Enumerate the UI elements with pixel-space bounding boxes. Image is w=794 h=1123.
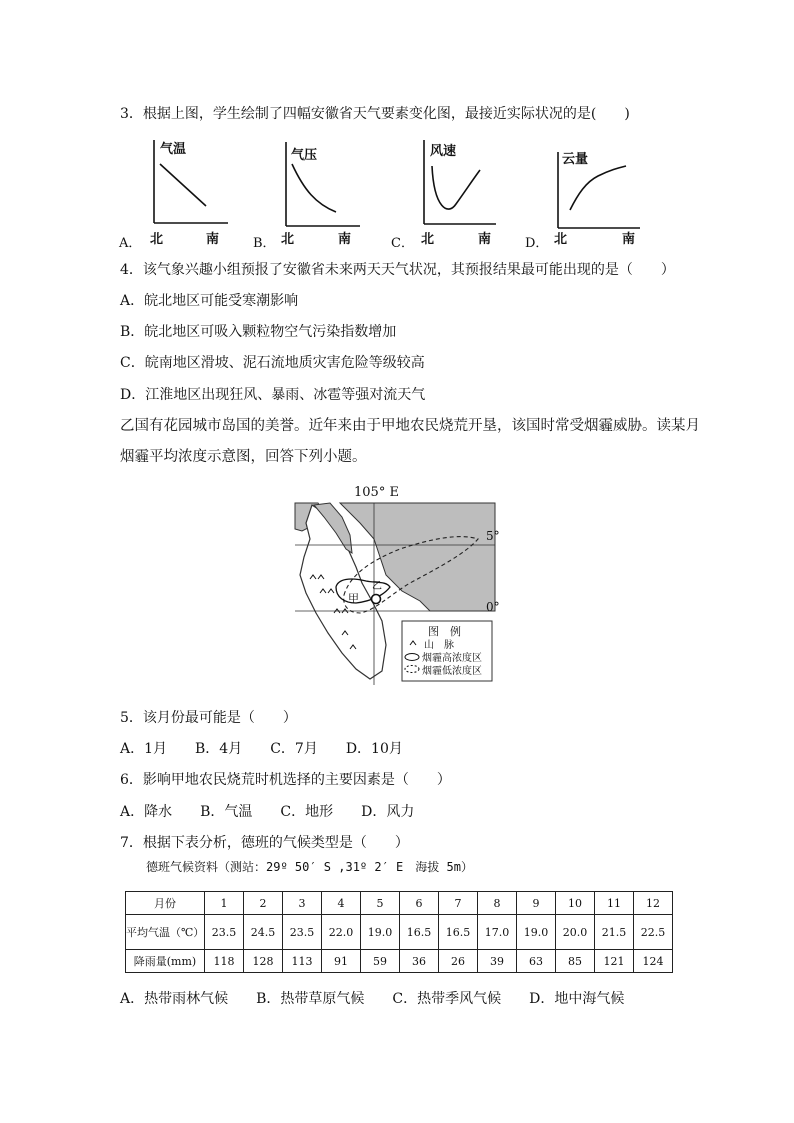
table-cell: 6 xyxy=(400,892,439,915)
table-row-month xyxy=(126,892,673,915)
graph-b-ylabel: 气压 xyxy=(291,148,318,163)
graph-a-letter: A． xyxy=(119,236,142,251)
table-header-label: 月份 xyxy=(126,892,205,915)
q4-option-b: B．皖北地区可吸入颗粒物空气污染指数增加 xyxy=(120,324,397,340)
map-lon-label: 105° E xyxy=(354,485,399,500)
table-row-temperature xyxy=(126,915,673,950)
map-yi-label: 乙 xyxy=(372,581,382,592)
map-jia-label: 甲 xyxy=(348,592,359,605)
passage-line-2: 烟霾平均浓度示意图，回答下列小题。 xyxy=(120,449,367,465)
legend-low: 烟霾低浓度区 xyxy=(422,666,482,677)
graph-b-letter: B． xyxy=(253,236,276,251)
table-row-rainfall xyxy=(126,950,673,973)
graph-d-north: 北 xyxy=(554,232,568,247)
q7-text: 7．根据下表分析，德班的气候类型是（ ） xyxy=(120,835,409,851)
table-cell: 22.5 xyxy=(634,915,673,950)
table-cell: 16.5 xyxy=(400,915,439,950)
haze-map xyxy=(290,483,500,688)
table-cell: 63 xyxy=(517,950,556,973)
graph-a-curve xyxy=(160,164,206,206)
q7-options: A．热带雨林气候 B．热带草原气候 C．热带季风气候 D．地中海气候 xyxy=(120,991,625,1007)
q4-option-d: D．江淮地区出现狂风、暴雨、冰雹等强对流天气 xyxy=(120,387,426,403)
table-cell: 91 xyxy=(322,950,361,973)
q5-options: A．1月 B．4月 C．7月 D．10月 xyxy=(120,741,403,757)
table-cell: 121 xyxy=(595,950,634,973)
table-cell: 9 xyxy=(517,892,556,915)
table-cell: 36 xyxy=(400,950,439,973)
graph-a-ylabel: 气温 xyxy=(160,142,187,157)
table-cell: 19.0 xyxy=(361,915,400,950)
q3-text: 3．根据上图，学生绘制了四幅安徽省天气要素变化图，最接近实际状况的是( ) xyxy=(120,106,630,122)
table-cell: 124 xyxy=(634,950,673,973)
table-cell: 59 xyxy=(361,950,400,973)
q4-text: 4．该气象兴趣小组预报了安徽省未来两天天气状况，其预报结果最可能出现的是（ ） xyxy=(120,262,675,278)
table-cell: 113 xyxy=(283,950,322,973)
table-cell: 39 xyxy=(478,950,517,973)
legend-high: 烟霾高浓度区 xyxy=(422,653,482,664)
map-lat5-label: 5° xyxy=(486,529,500,543)
q4-option-c: C．皖南地区滑坡、泥石流地质灾害危险等级较高 xyxy=(120,355,425,371)
table-temp-label: 平均气温（℃） xyxy=(126,915,205,950)
table-cell: 3 xyxy=(283,892,322,915)
graph-c-south: 南 xyxy=(478,232,492,247)
table-cell: 24.5 xyxy=(244,915,283,950)
q6-options: A．降水 B．气温 C．地形 D．风力 xyxy=(120,804,415,820)
graph-a-south: 南 xyxy=(206,232,220,247)
climate-table xyxy=(125,891,673,973)
legend-mountain: 山 脉 xyxy=(424,640,454,651)
graph-b-curve xyxy=(292,164,336,212)
map-lat0-label: 0° xyxy=(486,600,500,614)
graph-b xyxy=(282,140,362,230)
graph-b-north: 北 xyxy=(281,232,295,247)
graph-c-letter: C． xyxy=(391,236,414,251)
table-cell: 118 xyxy=(205,950,244,973)
singapore-marker xyxy=(372,595,381,604)
table-cell: 21.5 xyxy=(595,915,634,950)
table-cell: 8 xyxy=(478,892,517,915)
graph-a-north: 北 xyxy=(150,232,164,247)
graph-c-ylabel: 风速 xyxy=(430,144,457,159)
table-cell: 23.5 xyxy=(283,915,322,950)
graph-d-letter: D． xyxy=(525,236,549,251)
table-cell: 16.5 xyxy=(439,915,478,950)
table-rain-label: 降雨量(mm) xyxy=(126,950,205,973)
graph-c xyxy=(420,138,500,228)
graph-d-curve xyxy=(570,166,626,210)
table-cell: 5 xyxy=(361,892,400,915)
q4-option-a: A．皖北地区可能受寒潮影响 xyxy=(120,293,299,309)
q6-text: 6．影响甲地农民烧荒时机选择的主要因素是（ ） xyxy=(120,772,451,788)
legend-title: 图 例 xyxy=(428,625,461,638)
graph-c-curve xyxy=(432,166,480,209)
graph-c-north: 北 xyxy=(421,232,435,247)
table-cell: 12 xyxy=(634,892,673,915)
graph-d-ylabel: 云量 xyxy=(562,152,589,167)
table-cell: 20.0 xyxy=(556,915,595,950)
table-cell: 17.0 xyxy=(478,915,517,950)
graph-d-south: 南 xyxy=(622,232,636,247)
table-cell: 26 xyxy=(439,950,478,973)
q7-caption: 德班气候资料（测站：29º 50′ S ,31º 2′ E 海拔 5m） xyxy=(146,860,473,874)
table-cell: 128 xyxy=(244,950,283,973)
table-cell: 1 xyxy=(205,892,244,915)
table-cell: 22.0 xyxy=(322,915,361,950)
table-cell: 11 xyxy=(595,892,634,915)
table-cell: 19.0 xyxy=(517,915,556,950)
table-cell: 4 xyxy=(322,892,361,915)
graph-a xyxy=(150,138,230,228)
table-cell: 7 xyxy=(439,892,478,915)
graph-b-south: 南 xyxy=(338,232,352,247)
passage-line-1: 乙国有花园城市岛国的美誉。近年来由于甲地农民烧荒开垦，该国时常受烟霾威胁。读某月 xyxy=(120,418,700,434)
q5-text: 5．该月份最可能是（ ） xyxy=(120,710,297,726)
table-cell: 2 xyxy=(244,892,283,915)
graph-d xyxy=(554,150,644,232)
table-cell: 85 xyxy=(556,950,595,973)
table-cell: 23.5 xyxy=(205,915,244,950)
table-cell: 10 xyxy=(556,892,595,915)
